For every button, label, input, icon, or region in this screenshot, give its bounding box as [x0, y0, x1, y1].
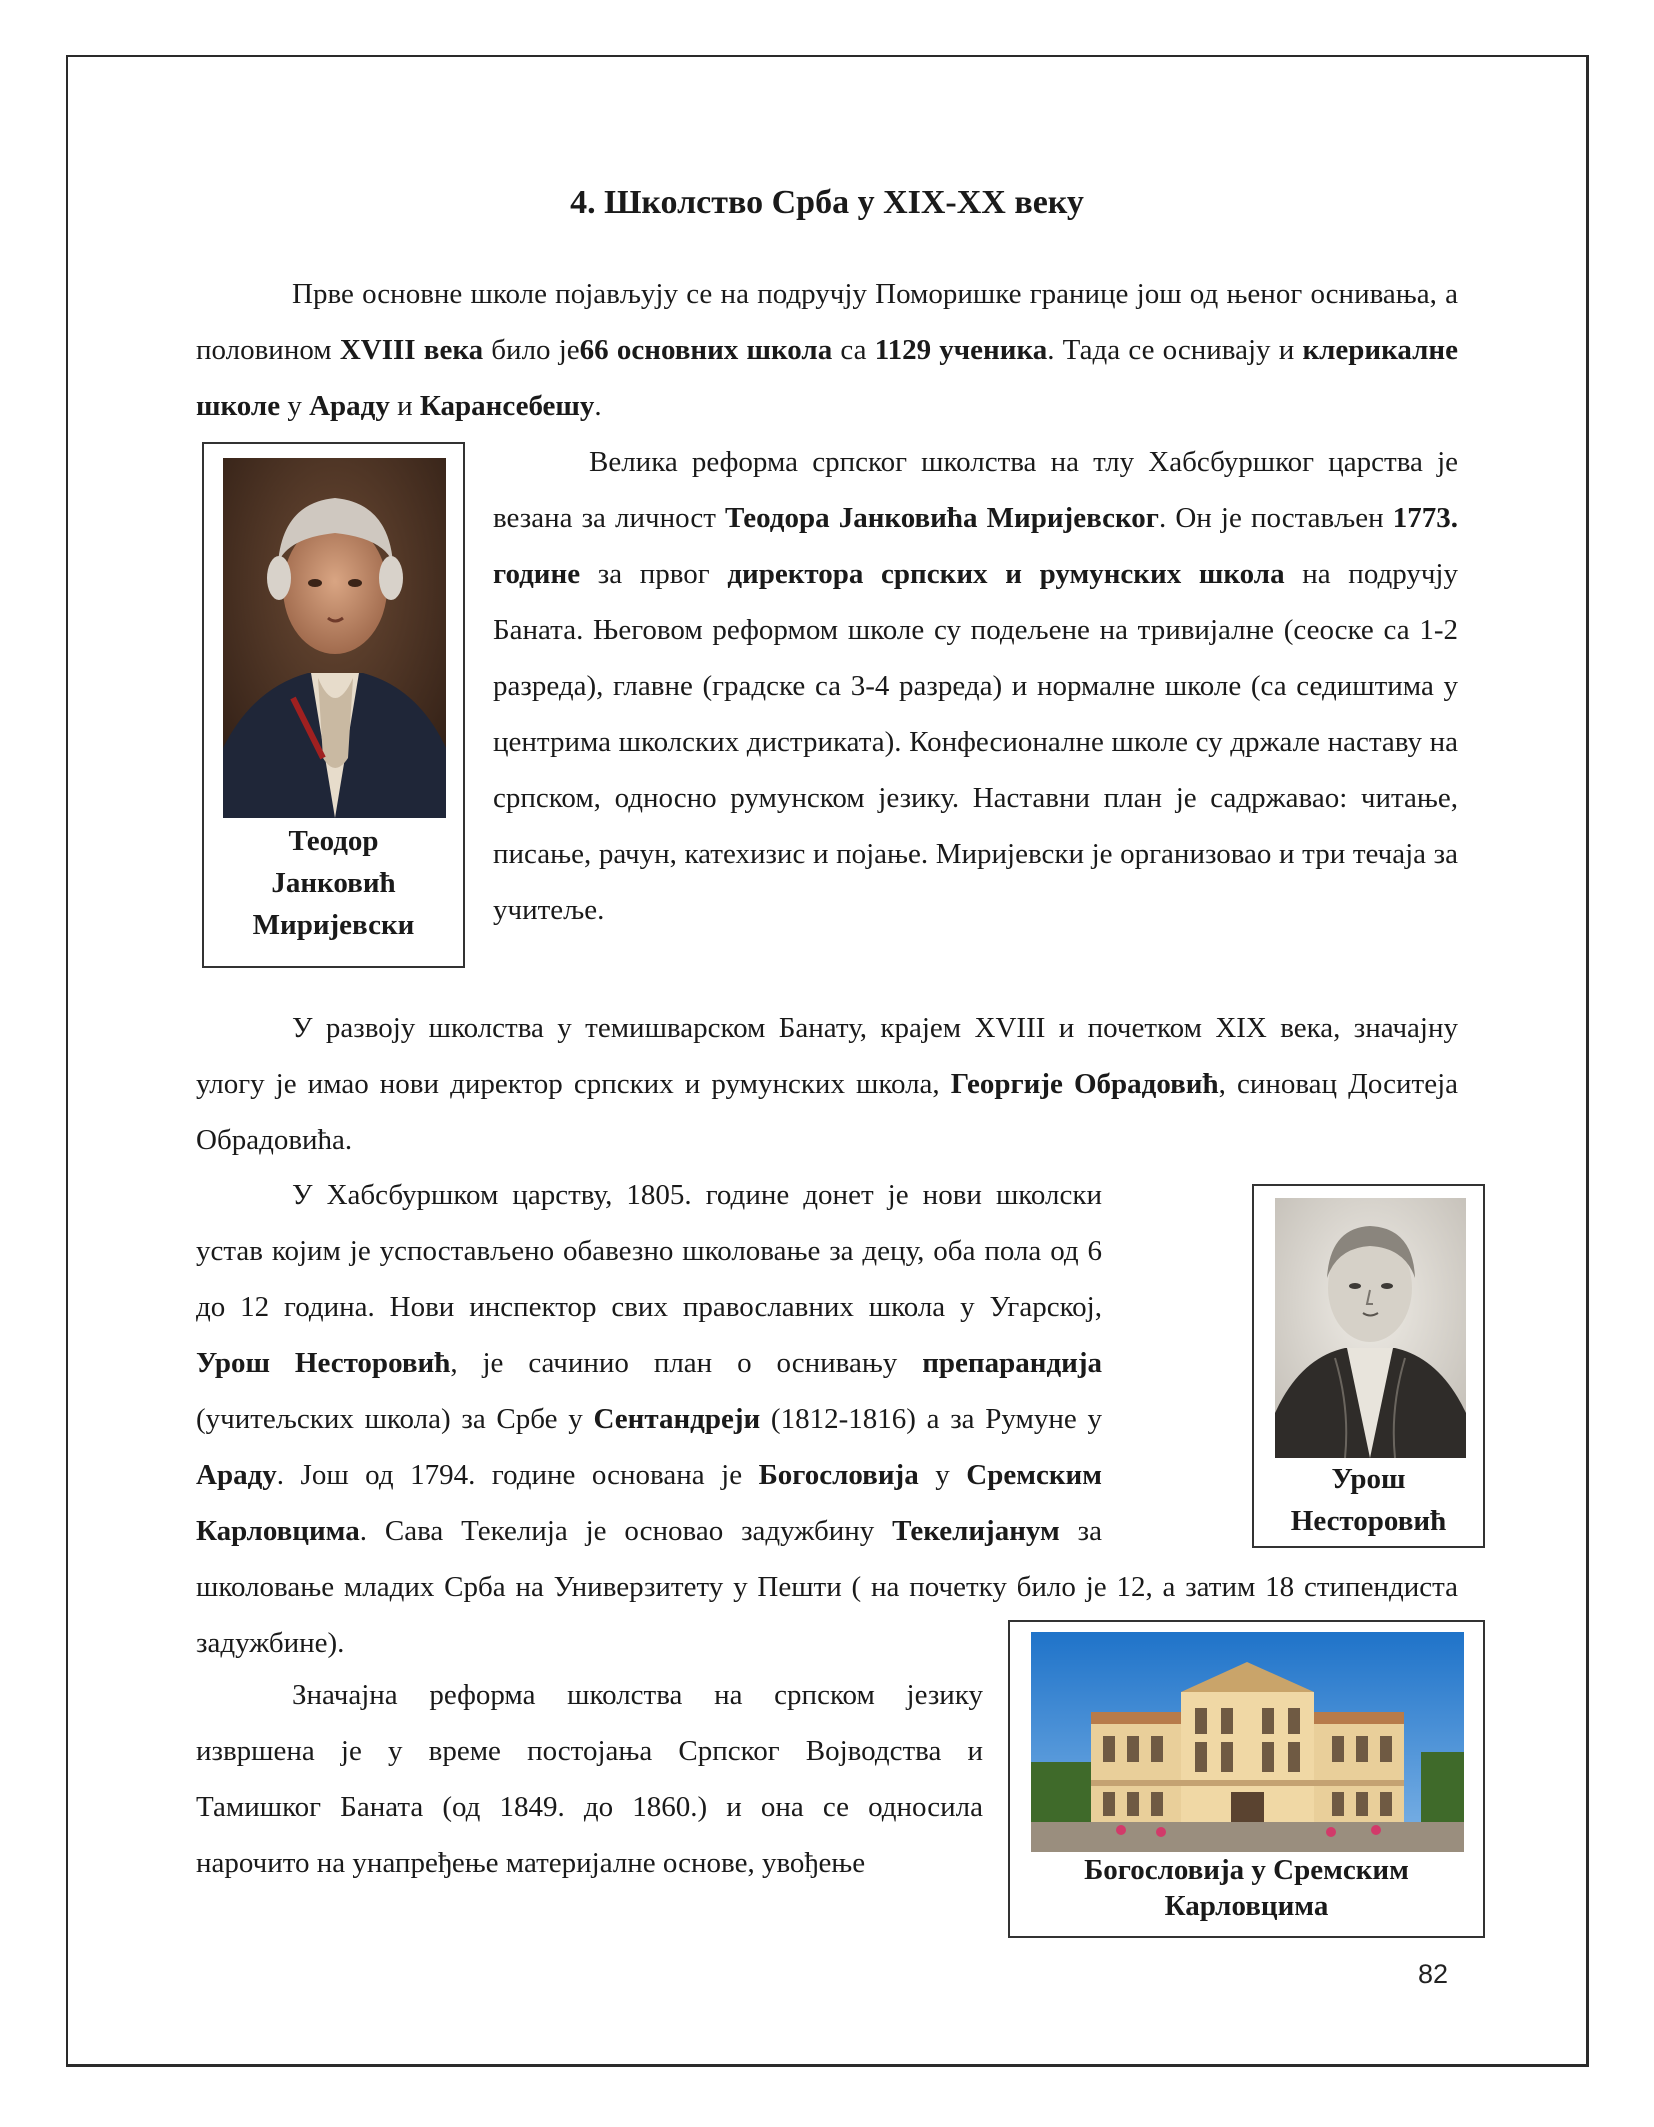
- paragraph-2: Велика реформа српског школства на тлу Хабсбуршког царства је везана за личност Теодора Јанковића Миријевског. Он је постављен 1773. године за првог директора српских и румунских школа на подручју Баната. Његовом реформом школе су подељене на тривијалне (сеоске са 1-2 разреда), главне (градске са 3-4 разреда) и нормалне школе (са седиштима у центрима школских дистриката). Конфесионалне школе су држале наставу на српском, односно румунском језику. Наставни план је садржавао: читање, писање, рачун, катехизис и појање. Миријевски је организовао и три течаја за учитеље.: [493, 446, 1458, 926]
- portrait-teodor-image: [223, 458, 446, 818]
- wrap-spacer: [1102, 1167, 1458, 1523]
- paragraph-1: Прве основне школе појављују се на подручју Поморишке границе још од њеног оснивања, а половином XVIII века било је66 основних школа са 1129 ученика. Тада се оснивају и клерикалне школе у Араду и Карансебешу.: [196, 278, 1459, 422]
- figure-caption: Урош Несторовић: [1290, 1463, 1447, 1537]
- page-number: 82: [1418, 1959, 1449, 1989]
- bogoslovija-building-image: [1031, 1632, 1464, 1852]
- paragraph-5: Значајна реформа школства на српском језику извршена је у време постојања Српског Војводства и Тамишког Баната (од 1849. до 1860.) и она се односила нарочито на унапређење материјалне основе, увођење: [196, 1679, 983, 1879]
- figure-caption: Теодор Јанковић Миријевски: [252, 825, 415, 941]
- page-title: 4. Школство Срба у XIX-XX веку: [570, 184, 1084, 221]
- figure-teodor-jankovic-mirijevski: [202, 442, 465, 968]
- figure-bogoslovija: [1008, 1620, 1485, 1938]
- paragraph-4: У Хабсбуршком царству, 1805. године донет је нови школски устав којим је успостављено обавезно школовање за децу, оба пола од 6 до 12 година. Нови инспектор свих православних школа у Угарској, Урош Несторовић, је сачинио план о оснивању препарандија (учитељских школа) за Србе у Сентандреји (1812-1816) а за Румуне у Араду. Још од 1794. године основана је Богословија у Сремским Карловцима. Сава Текелија је основао задужбину Текелијанум за школовање младих Срба на Универзитету у Пешти ( на почетку било је 12, а затим 18 стипендиста задужбине).: [196, 1167, 1458, 1671]
- paragraph-3: У развоју школства у темишварском Банату, крајем XVIII и почетком XIX века, значајну улогу је имао нови директор српских и румунских школа, Георгије Обрадовић, синовац Доситеја Обрадовића.: [196, 1012, 1459, 1156]
- figure-caption: Богословија у Сремским Карловцима: [1084, 1854, 1409, 1922]
